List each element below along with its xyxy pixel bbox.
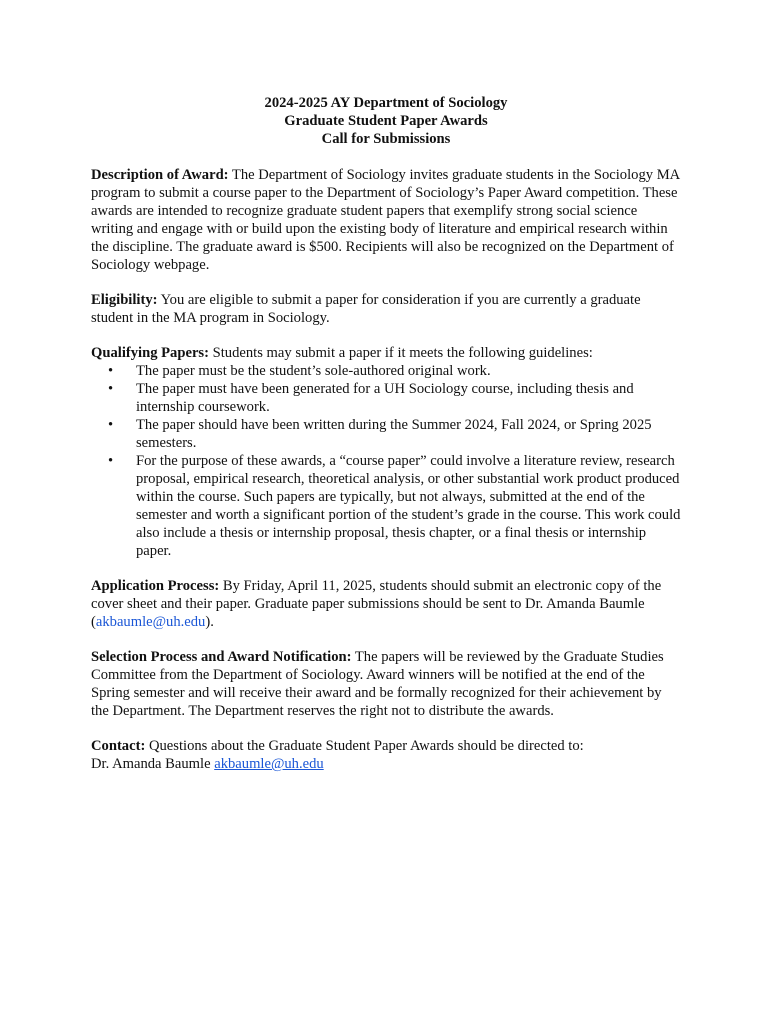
guideline-text: The paper must have been generated for a UH Sociology course, including thesis and internship coursework.: [136, 381, 634, 415]
qualifying-label: Qualifying Papers:: [91, 345, 209, 361]
list-item: [108, 416, 681, 452]
selection-section: [91, 648, 681, 720]
bullet-icon: •: [108, 453, 114, 469]
qualifying-intro: [91, 344, 681, 362]
eligibility-section: [91, 291, 681, 327]
eligibility-text: You are eligible to submit a paper for consideration if you are currently a graduate student in the MA program in Sociology.: [91, 292, 641, 326]
selection-text: The papers will be reviewed by the Graduate Studies Committee from the Department of Sociology. Award winners will be notified at the end of the Spring semester and will receive their award and be formally recognized for their achievement by the Department. The Department reserves the right not to distribute the awards.: [91, 649, 664, 719]
application-email-link[interactable]: akbaumle@uh.edu: [95, 614, 206, 630]
title-line-department: 2024-2025 AY Department of Sociology: [264, 95, 508, 111]
guideline-text: For the purpose of these awards, a “course paper” could involve a literature review, research proposal, empirical research, theoretical analysis, or other substantial work product produced within the course. Such papers are typically, but not always, submitted at the end of the semester and worth a significant portion of the student’s grade in the course. This work could also include a thesis or internship proposal, thesis chapter, or a final thesis or internship paper.: [136, 453, 681, 559]
contact-label: Contact:: [91, 738, 146, 754]
contact-name-line: [91, 755, 681, 773]
document-page: [91, 94, 681, 790]
contact-email-link[interactable]: akbaumle@uh.edu: [214, 756, 324, 772]
guideline-text: The paper must be the student’s sole-authored original work.: [136, 363, 491, 379]
document-title: [91, 94, 681, 148]
contact-name: Dr. Amanda Baumle: [91, 756, 215, 772]
list-item: [108, 362, 681, 380]
description-text: The Department of Sociology invites graduate students in the Sociology MA program to submit a course paper to the Department of Sociology’s Paper Award competition. These awards are intended to recognize graduate student papers that exemplify strong social science writing and engage with or build upon the existing body of literature and empirical research within the discipline. The graduate award is $500. Recipients will also be recognized on the Department of Sociology webpage.: [91, 167, 680, 273]
bullet-icon: •: [108, 381, 114, 397]
description-label: Description of Award:: [91, 167, 229, 183]
contact-text: Questions about the Graduate Student Paper Awards should be directed to:: [145, 738, 584, 754]
guidelines-list: [91, 362, 681, 560]
bullet-icon: •: [108, 363, 114, 379]
application-text: By Friday, April 11, 2025, students should submit an electronic copy of the cover sheet and their paper. Graduate paper submissions should be sent to Dr. Amanda Baumle (: [91, 578, 662, 630]
contact-section: [91, 737, 681, 773]
selection-label: Selection Process and Award Notification:: [91, 649, 352, 665]
title-line-call: Call for Submissions: [321, 131, 451, 147]
list-item: [108, 380, 681, 416]
application-section: [91, 577, 681, 631]
application-text-end: ).: [205, 614, 214, 630]
description-section: [91, 166, 681, 274]
guideline-text: The paper should have been written during the Summer 2024, Fall 2024, or Spring 2025 semesters.: [136, 417, 652, 451]
list-item: [108, 452, 681, 560]
application-label: Application Process:: [91, 578, 220, 594]
title-line-award: Graduate Student Paper Awards: [284, 113, 488, 129]
contact-line: [91, 737, 681, 755]
eligibility-label: Eligibility:: [91, 292, 158, 308]
bullet-icon: •: [108, 417, 114, 433]
qualifying-section: [91, 344, 681, 560]
qualifying-text: Students may submit a paper if it meets the following guidelines:: [208, 345, 593, 361]
